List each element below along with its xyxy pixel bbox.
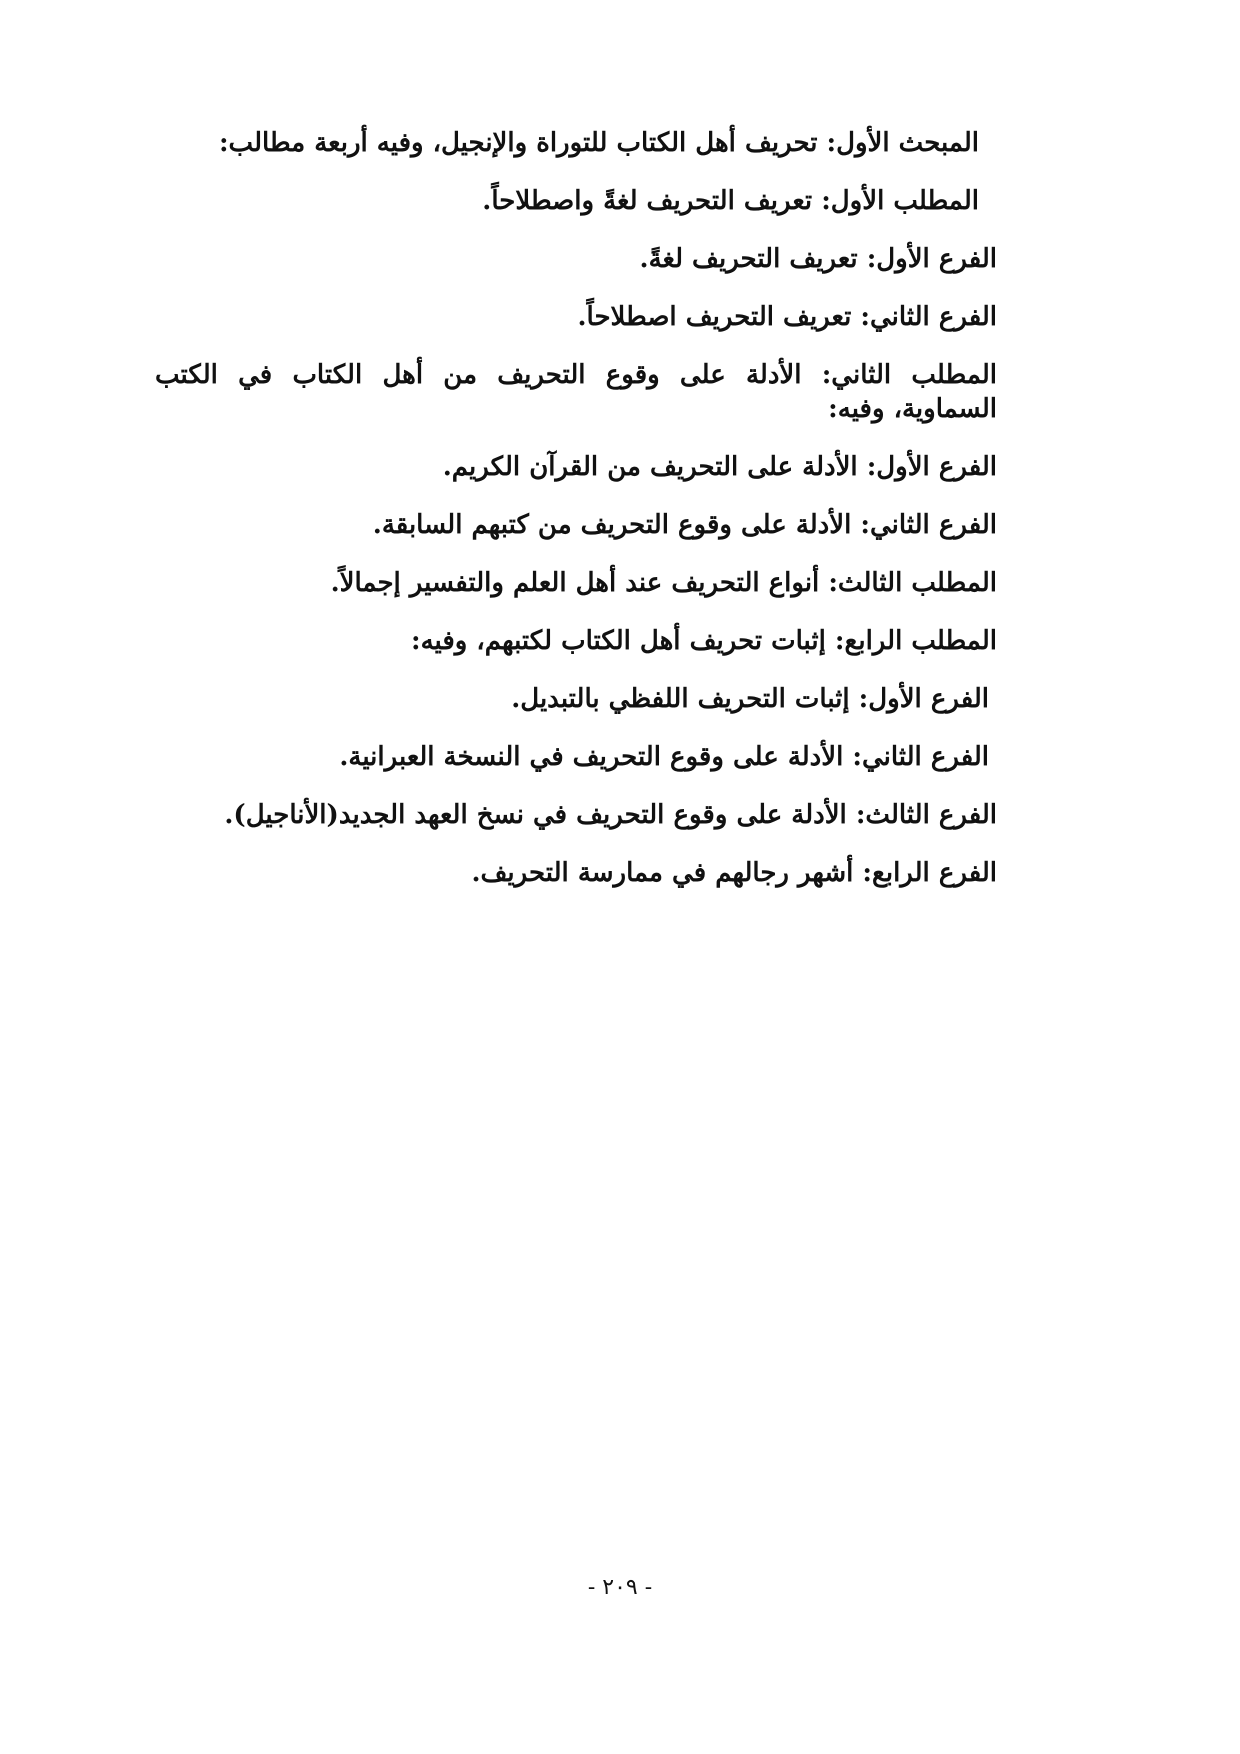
toc-subsection-1-2: الفرع الثاني: تعريف التحريف اصطلاحاً.: [577, 302, 997, 332]
table-of-contents: [155, 126, 997, 914]
toc-section-3: المطلب الثالث: أنواع التحريف عند أهل العلم والتفسير إجمالاً.: [330, 568, 997, 598]
toc-chapter-heading: المبحث الأول: تحريف أهل الكتاب للتوراة والإنجيل، وفيه أربعة مطالب:: [218, 128, 979, 158]
toc-subsection-4-1: الفرع الأول: إثبات التحريف اللفظي بالتبديل.: [511, 684, 989, 714]
toc-subsection-2-2: الفرع الثاني: الأدلة على وقوع التحريف من كتبهم السابقة.: [372, 510, 997, 540]
toc-subsection-2-1: الفرع الأول: الأدلة على التحريف من القرآن الكريم.: [442, 452, 997, 482]
toc-section-4: المطلب الرابع: إثبات تحريف أهل الكتاب لكتبهم، وفيه:: [410, 626, 997, 656]
toc-subsection-1-1: الفرع الأول: تعريف التحريف لغةً.: [639, 244, 997, 274]
toc-section-1: المطلب الأول: تعريف التحريف لغةً واصطلاحاً.: [482, 186, 979, 216]
toc-section-2: المطلب الثاني: الأدلة على وقوع التحريف من أهل الكتاب في الكتب السماوية، وفيه:: [155, 360, 997, 424]
toc-subsection-4-3: الفرع الثالث: الأدلة على وقوع التحريف في نسخ العهد الجديد(الأناجيل).: [224, 800, 997, 830]
toc-subsection-4-2: الفرع الثاني: الأدلة على وقوع التحريف في النسخة العبرانية.: [339, 742, 989, 772]
page-number: - ٢٠٩ -: [587, 1575, 653, 1600]
toc-subsection-4-4: الفرع الرابع: أشهر رجالهم في ممارسة التحريف.: [471, 858, 997, 888]
